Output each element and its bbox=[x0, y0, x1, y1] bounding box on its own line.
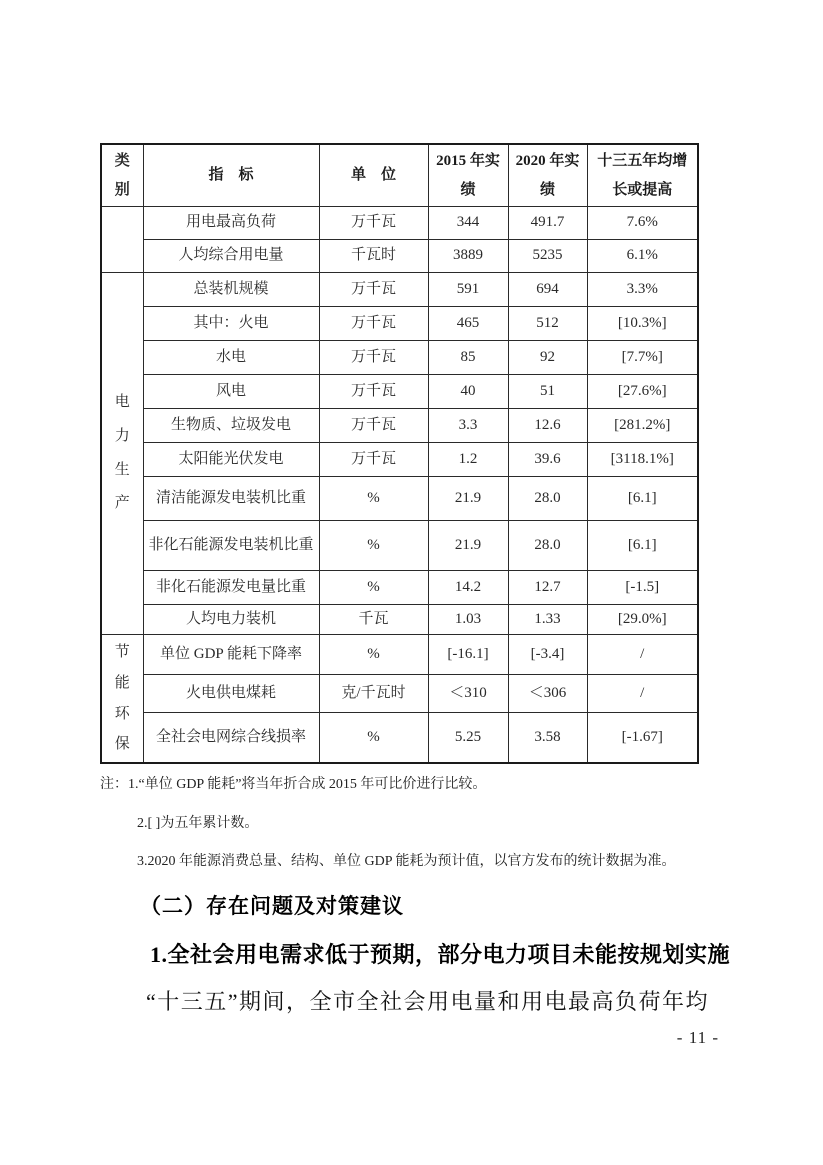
value-2015-cell: 1.2 bbox=[428, 443, 508, 477]
value-2015-cell: 85 bbox=[428, 341, 508, 375]
value-2020-cell: 491.7 bbox=[508, 207, 587, 240]
indicator-cell: 清洁能源发电装机比重 bbox=[143, 477, 319, 521]
value-2020-cell: ＜306 bbox=[508, 675, 587, 713]
value-2020-cell: 694 bbox=[508, 273, 587, 307]
growth-cell: [6.1] bbox=[587, 477, 698, 521]
growth-cell: [6.1] bbox=[587, 521, 698, 571]
page-number: - 11 - bbox=[676, 1028, 719, 1047]
table-row bbox=[101, 443, 698, 477]
value-2015-cell: [-16.1] bbox=[428, 635, 508, 675]
unit-cell: 万千瓦 bbox=[319, 307, 428, 341]
indicator-cell: 全社会电网综合线损率 bbox=[143, 713, 319, 763]
category-label: 节能环保 bbox=[114, 644, 130, 753]
category-label: 电力生产 bbox=[114, 394, 130, 512]
unit-cell: % bbox=[319, 635, 428, 675]
indicator-cell: 人均电力装机 bbox=[143, 605, 319, 635]
growth-cell: / bbox=[587, 675, 698, 713]
table-row bbox=[101, 605, 698, 635]
indicator-cell: 非化石能源发电装机比重 bbox=[143, 521, 319, 571]
growth-cell: [-1.5] bbox=[587, 571, 698, 605]
growth-cell: [-1.67] bbox=[587, 713, 698, 763]
value-2015-cell: 1.03 bbox=[428, 605, 508, 635]
growth-cell: [3118.1%] bbox=[587, 443, 698, 477]
note-line-3: 3.2020 年能源消费总量、结构、单位 GDP 能耗为预计值，以官方发布的统计数据为准。 bbox=[137, 854, 676, 870]
indicator-cell: 风电 bbox=[143, 375, 319, 409]
value-2015-cell: 40 bbox=[428, 375, 508, 409]
value-2020-cell: 92 bbox=[508, 341, 587, 375]
unit-cell: 万千瓦 bbox=[319, 375, 428, 409]
table-row bbox=[101, 635, 698, 675]
unit-cell: 千瓦 bbox=[319, 605, 428, 635]
value-2020-cell: 5235 bbox=[508, 240, 587, 273]
table-row bbox=[101, 207, 698, 240]
header-category bbox=[101, 144, 143, 207]
value-2020-cell: 28.0 bbox=[508, 477, 587, 521]
unit-cell: % bbox=[319, 521, 428, 571]
value-2015-cell: 3.3 bbox=[428, 409, 508, 443]
value-2015-cell: 465 bbox=[428, 307, 508, 341]
value-2015-cell: 5.25 bbox=[428, 713, 508, 763]
table-notes bbox=[100, 774, 730, 873]
indicator-cell: 太阳能光伏发电 bbox=[143, 443, 319, 477]
unit-cell: % bbox=[319, 713, 428, 763]
table-row bbox=[101, 375, 698, 409]
table-row bbox=[101, 307, 698, 341]
value-2020-cell: 28.0 bbox=[508, 521, 587, 571]
header-unit: 单 位 bbox=[319, 144, 428, 207]
value-2015-cell: 591 bbox=[428, 273, 508, 307]
unit-cell: 万千瓦 bbox=[319, 409, 428, 443]
growth-cell: [7.7%] bbox=[587, 341, 698, 375]
growth-cell: [27.6%] bbox=[587, 375, 698, 409]
unit-cell: 千瓦时 bbox=[319, 240, 428, 273]
note-line-1: 注：1.“单位 GDP 能耗”将当年折合成 2015 年可比价进行比较。 bbox=[100, 777, 487, 792]
table-row bbox=[101, 341, 698, 375]
value-2015-cell: 21.9 bbox=[428, 477, 508, 521]
table-row bbox=[101, 240, 698, 273]
note-line-2: 2.[ ]为五年累计数。 bbox=[137, 815, 259, 831]
growth-cell: 3.3% bbox=[587, 273, 698, 307]
header-indicator: 指 标 bbox=[143, 144, 319, 207]
value-2020-cell: 12.6 bbox=[508, 409, 587, 443]
indicator-cell: 非化石能源发电量比重 bbox=[143, 571, 319, 605]
unit-cell: 万千瓦 bbox=[319, 341, 428, 375]
value-2020-cell: 51 bbox=[508, 375, 587, 409]
indicator-cell: 总装机规模 bbox=[143, 273, 319, 307]
value-2020-cell: 12.7 bbox=[508, 571, 587, 605]
unit-cell: 万千瓦 bbox=[319, 273, 428, 307]
unit-cell: % bbox=[319, 571, 428, 605]
indicator-cell: 生物质、垃圾发电 bbox=[143, 409, 319, 443]
section-heading-level2: （二）存在问题及对策建议 bbox=[140, 894, 404, 919]
indicator-cell: 其中：火电 bbox=[143, 307, 319, 341]
indicator-cell: 水电 bbox=[143, 341, 319, 375]
value-2015-cell: 14.2 bbox=[428, 571, 508, 605]
header-2015: 2015 年实绩 bbox=[428, 144, 508, 207]
indicator-cell: 人均综合用电量 bbox=[143, 240, 319, 273]
body-paragraph: “十三五”期间，全市全社会用电量和用电最高负荷年均 bbox=[146, 989, 710, 1015]
value-2020-cell: 3.58 bbox=[508, 713, 587, 763]
category-cell-power-production bbox=[101, 273, 143, 635]
value-2020-cell: 1.33 bbox=[508, 605, 587, 635]
value-2020-cell: 39.6 bbox=[508, 443, 587, 477]
value-2015-cell: 344 bbox=[428, 207, 508, 240]
table-header-row bbox=[101, 144, 698, 207]
category-cell-blank bbox=[101, 207, 143, 273]
growth-cell: / bbox=[587, 635, 698, 675]
table-row bbox=[101, 675, 698, 713]
growth-cell: [281.2%] bbox=[587, 409, 698, 443]
value-2020-cell: [-3.4] bbox=[508, 635, 587, 675]
value-2020-cell: 512 bbox=[508, 307, 587, 341]
table-row bbox=[101, 571, 698, 605]
value-2015-cell: 3889 bbox=[428, 240, 508, 273]
table-row bbox=[101, 273, 698, 307]
growth-cell: [10.3%] bbox=[587, 307, 698, 341]
value-2015-cell: ＜310 bbox=[428, 675, 508, 713]
section-heading-level3: 1.全社会用电需求低于预期，部分电力项目未能按规划实施 bbox=[150, 942, 731, 968]
indicator-cell: 单位 GDP 能耗下降率 bbox=[143, 635, 319, 675]
header-growth: 十三五年均增长或提高 bbox=[587, 144, 698, 207]
table-row bbox=[101, 713, 698, 763]
indicators-table bbox=[100, 143, 699, 764]
unit-cell: 万千瓦 bbox=[319, 443, 428, 477]
table-row bbox=[101, 409, 698, 443]
unit-cell: 万千瓦 bbox=[319, 207, 428, 240]
indicator-cell: 火电供电煤耗 bbox=[143, 675, 319, 713]
unit-cell: 克/千瓦时 bbox=[319, 675, 428, 713]
category-cell-energy-saving bbox=[101, 635, 143, 764]
table-row bbox=[101, 521, 698, 571]
value-2015-cell: 21.9 bbox=[428, 521, 508, 571]
growth-cell: 7.6% bbox=[587, 207, 698, 240]
page-content bbox=[100, 143, 730, 1018]
growth-cell: 6.1% bbox=[587, 240, 698, 273]
growth-cell: [29.0%] bbox=[587, 605, 698, 635]
header-category-label: 类别 bbox=[114, 153, 130, 198]
unit-cell: % bbox=[319, 477, 428, 521]
table-row bbox=[101, 477, 698, 521]
header-2020: 2020 年实绩 bbox=[508, 144, 587, 207]
indicator-cell: 用电最高负荷 bbox=[143, 207, 319, 240]
